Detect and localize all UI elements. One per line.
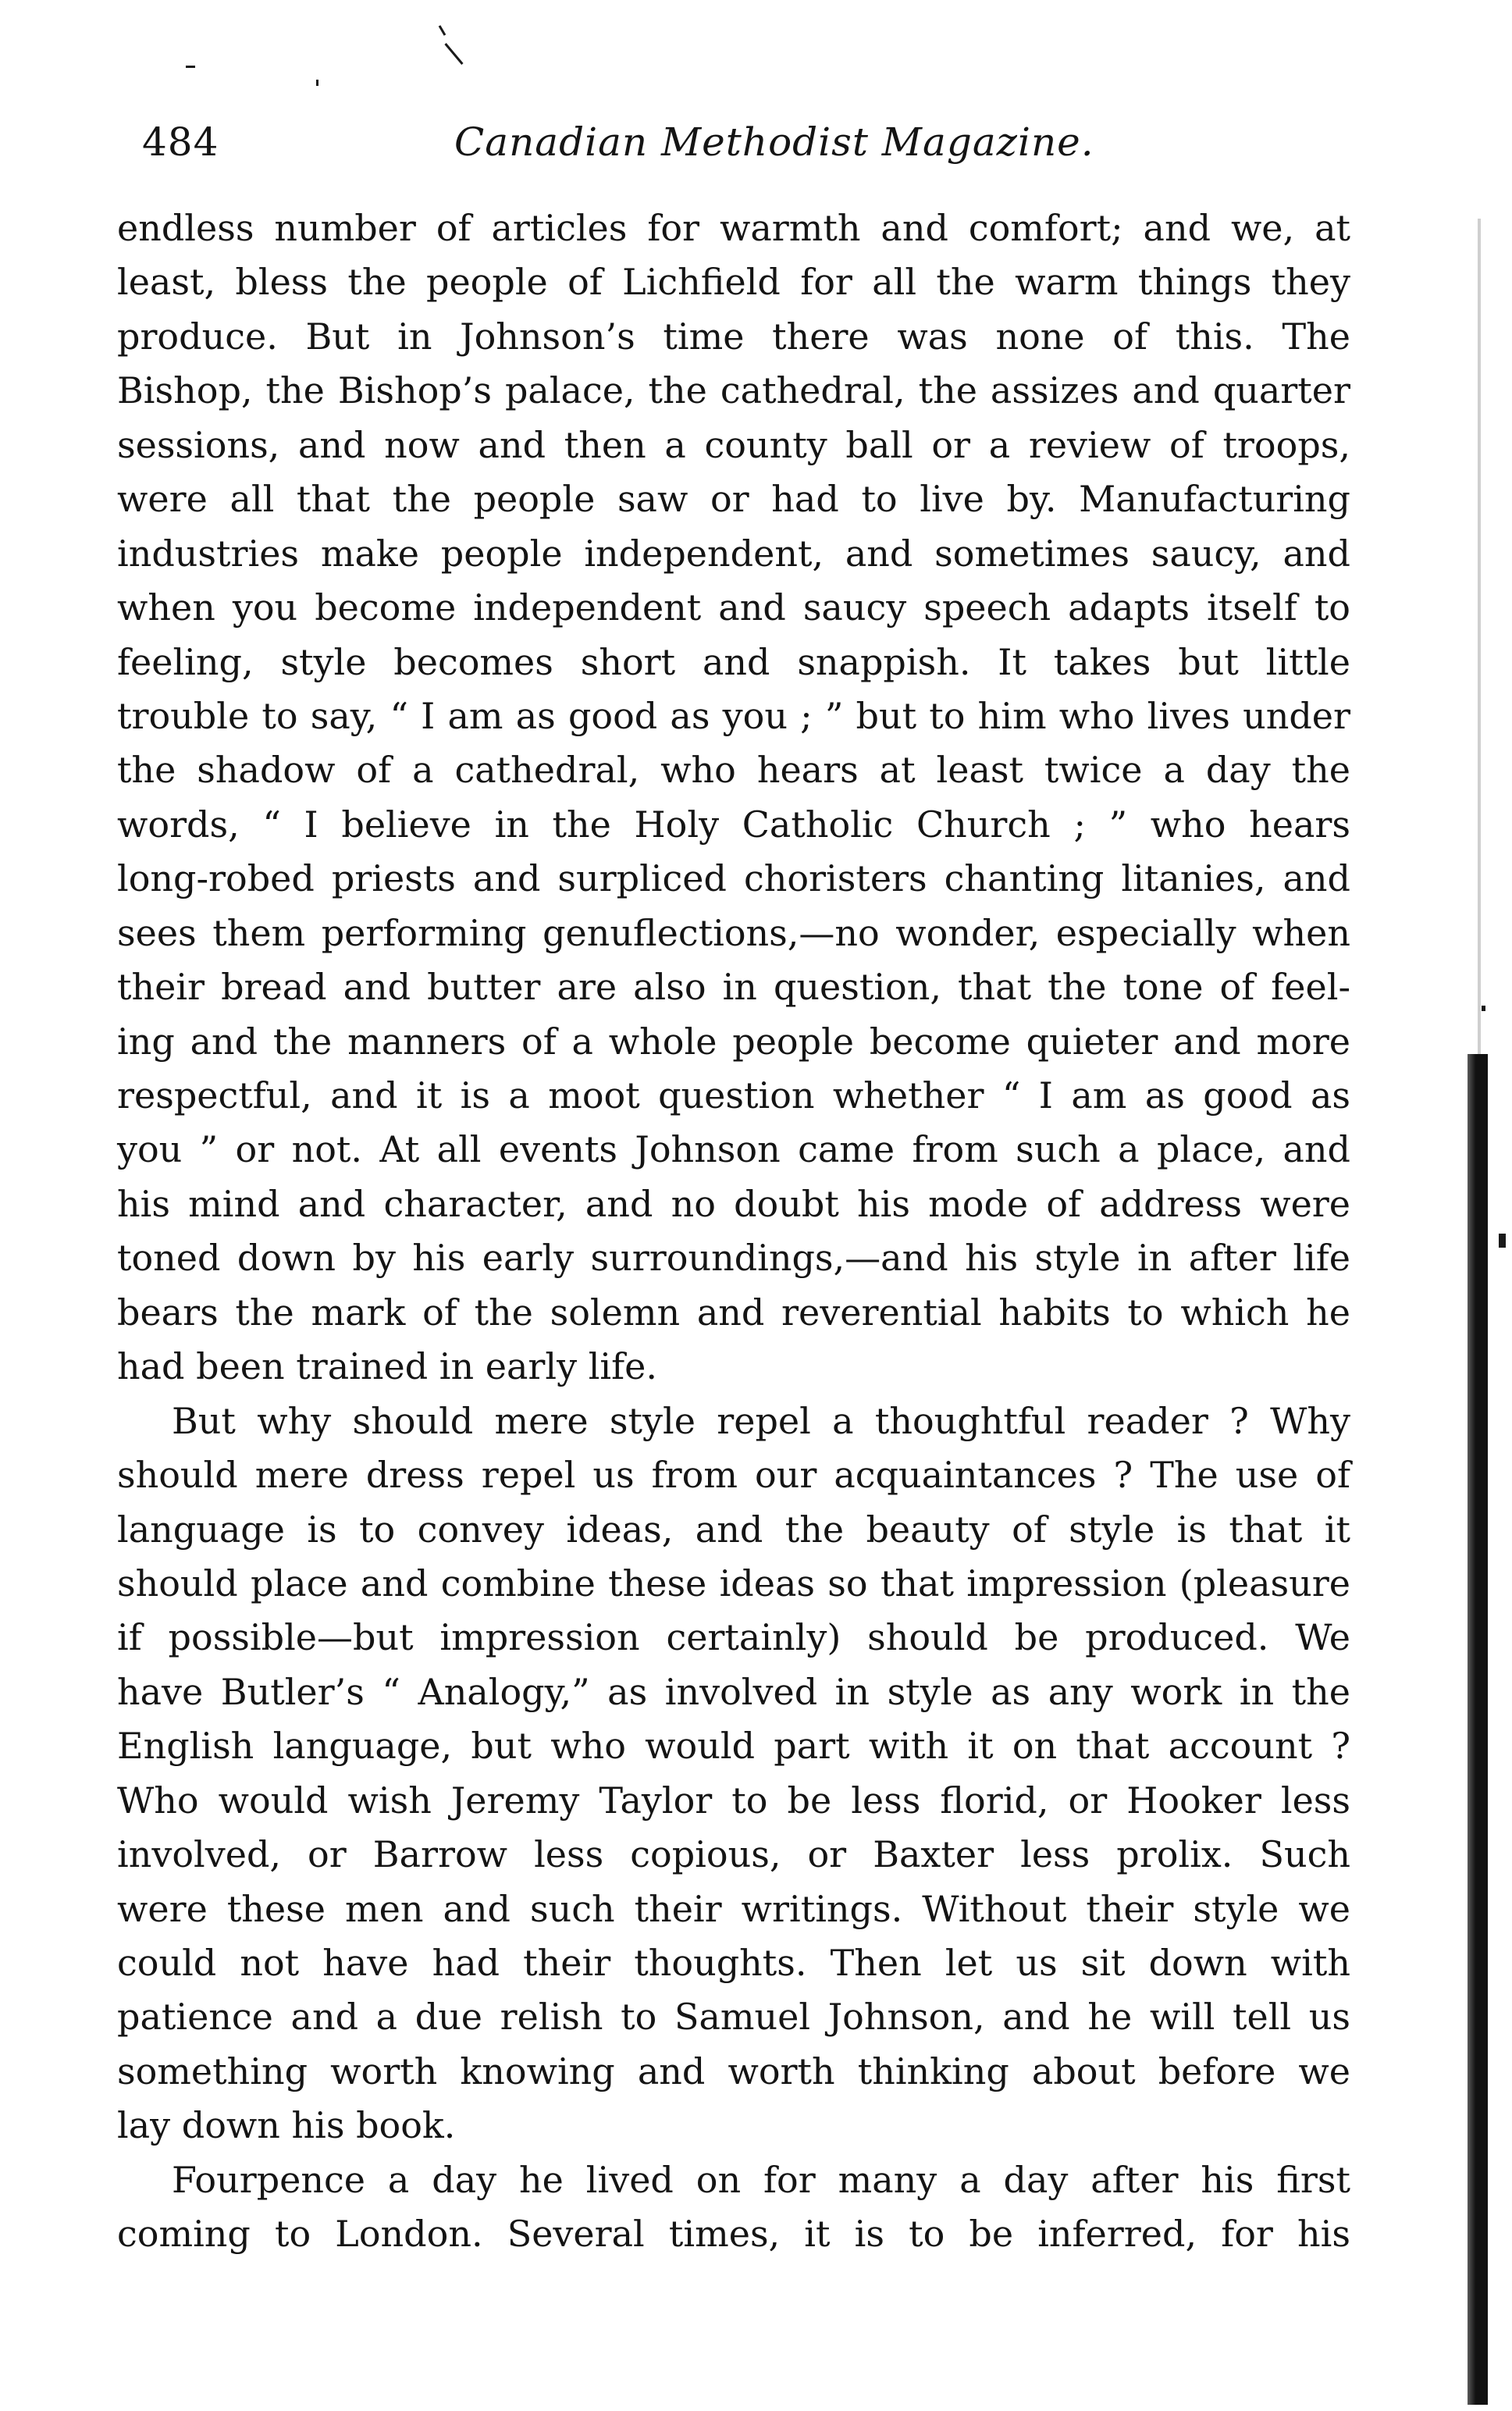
- page-edge-shadow: [1468, 1054, 1488, 2405]
- text-line: feeling, style becomes short and snappish. It takes but little: [117, 640, 1350, 683]
- text-line: sessions, and now and then a county ball or a review of troops,: [117, 423, 1350, 466]
- text-line: endless number of articles for warmth and comfort; and we, at: [117, 207, 1350, 249]
- text-line: toned down by his early surroundings,—and his style in after life: [117, 1237, 1350, 1280]
- paragraph: [117, 201, 1350, 1394]
- text-line: his mind and character, and no doubt his mode of address were: [117, 1182, 1350, 1225]
- text-line: long-robed priests and surpliced choristers chanting litanies, and: [117, 857, 1350, 900]
- text-line: bears the mark of the solemn and reverential habits to which he: [117, 1291, 1350, 1334]
- text-line: could not have had their thoughts. Then let us sit down with: [117, 1942, 1350, 1984]
- text-line: were these men and such their writings. Without their style we: [117, 1887, 1350, 1930]
- page-edge-shadow-faint: [1478, 219, 1481, 1054]
- text-line: something worth knowing and worth thinking about before we: [117, 2050, 1350, 2092]
- text-line: Who would wish Jeremy Taylor to be less florid, or Hooker less: [117, 1779, 1350, 1822]
- text-line: should mere dress repel us from our acquaintances ? The use of: [117, 1454, 1350, 1497]
- text-line: when you become independent and saucy speech adapts itself to: [117, 586, 1350, 629]
- text-line: should place and combine these ideas so that impression (pleasure: [117, 1562, 1350, 1604]
- text-line: lay down his book.: [117, 2104, 456, 2147]
- text-line: patience and a due relish to Samuel Johnson, and he will tell us: [117, 1996, 1350, 2039]
- text-line: language is to convey ideas, and the beauty of style is that it: [117, 1508, 1350, 1551]
- text-line: Fourpence a day he lived on for many a day after his first: [172, 2158, 1350, 2201]
- paragraph: [117, 2153, 1350, 2262]
- scan-speck: [439, 25, 446, 36]
- text-line: their bread and butter are also in question, that the tone of feel-: [117, 966, 1350, 1009]
- text-line: least, bless the people of Lichfield for all the warm things they: [117, 261, 1350, 304]
- scan-speck: [186, 66, 195, 68]
- page-number: 484: [142, 119, 219, 165]
- text-line: words, “ I believe in the Holy Catholic Church ; ” who hears: [117, 803, 1350, 846]
- scan-speck: [316, 80, 318, 86]
- text-line: ing and the manners of a whole people become quieter and more: [117, 1020, 1350, 1063]
- text-line: But why should mere style repel a thoughtful reader ? Why: [172, 1399, 1350, 1442]
- paragraph: [117, 1394, 1350, 2153]
- text-line: if possible—but impression certainly) should be produced. We: [117, 1616, 1350, 1659]
- text-line: have Butler’s “ Analogy,” as involved in style as any work in the: [117, 1670, 1350, 1713]
- text-line: produce. But in Johnson’s time there was none of this. The: [117, 315, 1350, 358]
- running-head: [142, 111, 1352, 173]
- journal-title: Canadian Methodist Magazine.: [454, 119, 1094, 165]
- text-line: coming to London. Several times, it is to be inferred, for his: [117, 2213, 1350, 2256]
- text-line: Bishop, the Bishop’s palace, the cathedral, the assizes and quarter: [117, 369, 1350, 412]
- text-line: involved, or Barrow less copious, or Baxter less prolix. Such: [117, 1833, 1350, 1876]
- text-line: you ” or not. At all events Johnson came from such a place, and: [117, 1128, 1350, 1171]
- text-line: English language, but who would part with it on that account ?: [117, 1725, 1350, 1768]
- body-text: [117, 201, 1350, 2262]
- text-line: had been trained in early life.: [117, 1345, 657, 1388]
- scan-speck: [1482, 1006, 1485, 1011]
- text-line: trouble to say, “ I am as good as you ; ” but to him who lives under: [117, 694, 1350, 737]
- scan-speck: [1499, 1234, 1506, 1248]
- text-line: the shadow of a cathedral, who hears at least twice a day the: [117, 749, 1350, 792]
- text-line: were all that the people saw or had to live by. Manufacturing: [117, 478, 1350, 521]
- scan-speck: [444, 43, 463, 65]
- text-line: sees them performing genuflections,—no wonder, especially when: [117, 911, 1350, 954]
- text-line: industries make people independent, and sometimes saucy, and: [117, 532, 1350, 575]
- text-line: respectful, and it is a moot question whether “ I am as good as: [117, 1074, 1350, 1116]
